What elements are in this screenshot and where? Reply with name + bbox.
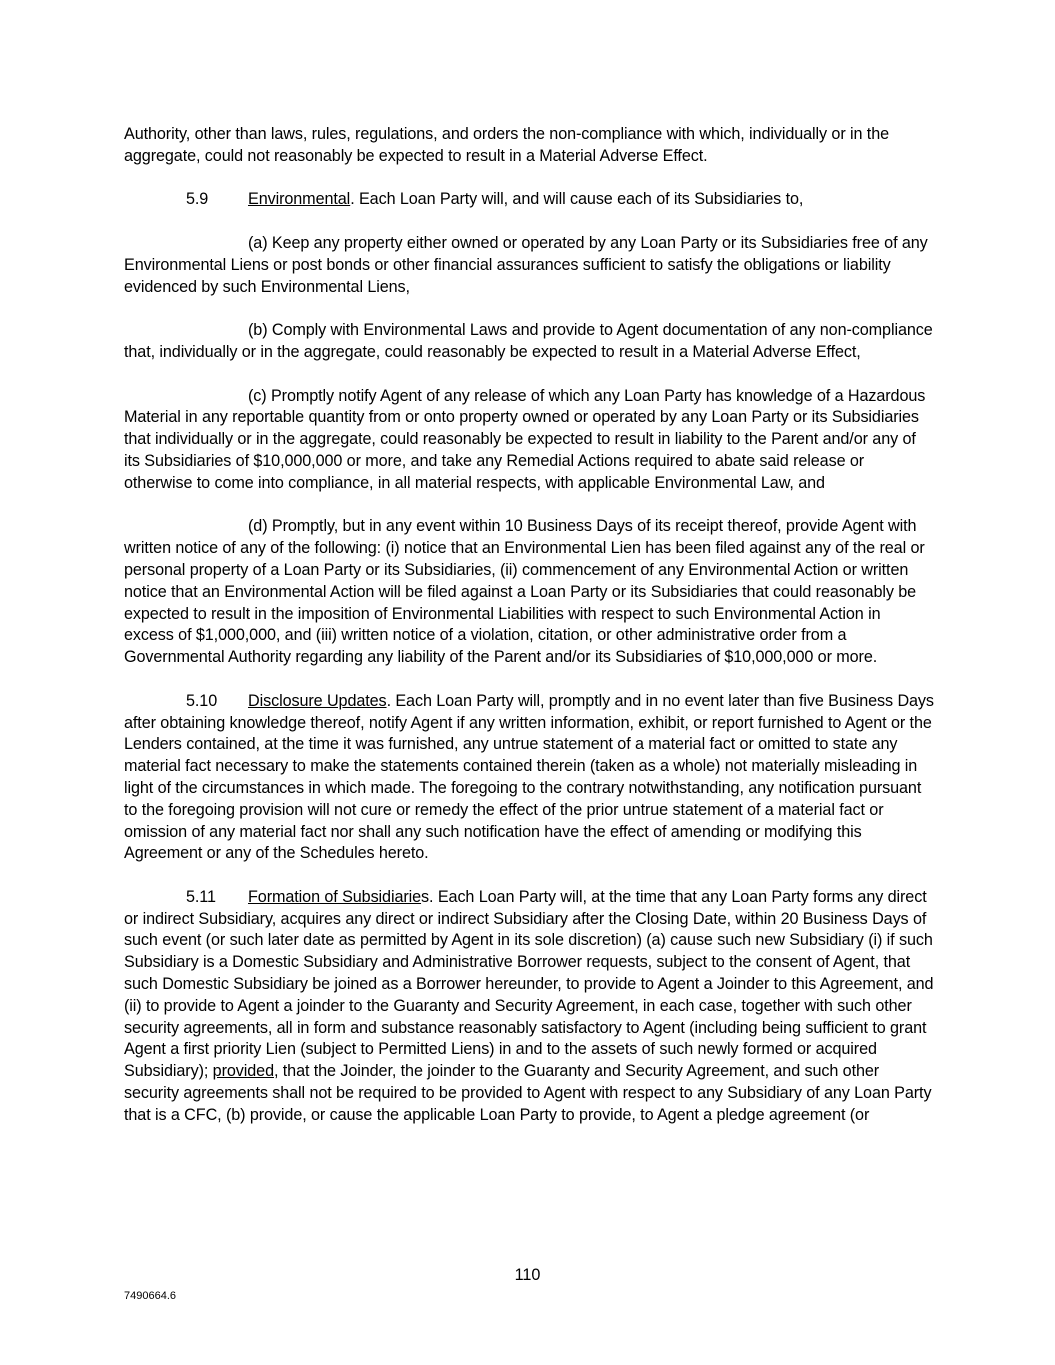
section-number: 5.10	[186, 691, 218, 710]
clause-c: (c) Promptly notify Agent of any release of which any Loan Party has knowledge of a Hazardous Material in any reportable quantity from or onto property owned or operated by any Loan Party or its Subsidiaries that individually or in the aggregate, could reasonably be expected to result in liability to the Parent and/or any of its Subsidiaries of $10,000,000 or more, and take any Remedial Actions required to abate said release or otherwise to come into compliance, in all material respects, with applicable Environmental Law, and	[124, 386, 926, 492]
section-5-11-paragraph	[124, 887, 934, 1127]
section-number: 5.9	[186, 190, 209, 209]
section-body-text: . Each Loan Party will, at the time that any Loan Party forms any direct or indirect Subsidiary, acquires any direct or indirect Subsidiary after the Closing Date, within 20 Business Days of such event (or such later date as permitted by Agent in its sole discretion) (a) cause such new Subsidiary (i) if such Subsidiary is a Domestic Subsidiary and Administrative Borrower requests, subject to the consent of Agent, that such Domestic Subsidiary be joined as a Borrower hereunder, to provide to Agent a Joinder to this Agreement, and (ii) to provide to Agent a joinder to the Guaranty and Security Agreement, in each case, together with such other security agreements, all in form and substance reasonably satisfactory to Agent (including being sufficient to grant Agent a first priority Lien (subject to Permitted Liens) in and to the assets of such newly formed or acquired Subsidiary);	[124, 887, 934, 1081]
section-heading: Environmental	[248, 190, 351, 209]
clause-d: (d) Promptly, but in any event within 10 Business Days of its receipt thereof, provide Agent with written notice of any of the following: (i) notice that an Environmental Lien has been filed against any of the real or personal property of a Loan Party or its Subsidiaries, (ii) commencement of any Environmental Action or written notice that an Environmental Action will be filed against a Loan Party or its Subsidiaries that could reasonably be expected to result in the imposition of Environmental Liabilities with respect to such Environmental Action in excess of $1,000,000, and (iii) written notice of a violation, citation, or other administrative order from a Governmental Authority regarding any liability of the Parent and/or its Subsidiaries of $10,000,000 or more.	[124, 517, 925, 667]
section-5-10-paragraph	[124, 691, 934, 865]
document-id: 7490664.6	[124, 1290, 176, 1302]
clause-a: (a) Keep any property either owned or operated by any Loan Party or its Subsidiaries free of any Environmental Liens or post bonds or other financial assurances sufficient to satisfy the obligations or liability evidenced by such Environmental Liens,	[124, 233, 928, 296]
intro-paragraph: Authority, other than laws, rules, regulations, and orders the non-compliance with which, individually or in the aggregate, could not reasonably be expected to result in a Material Adverse Effect.	[124, 125, 890, 165]
section-body-tail: , that the Joinder, the joinder to the Guaranty and Security Agreement, and such other security agreements shall not be required to be provided to Agent with respect to any Subsidiary of any Loan Party that is a CFC, (b) provide, or cause the applicable Loan Party to provide, to Agent a pledge agreement (or	[124, 1062, 932, 1124]
section-body-text: . Each Loan Party will, promptly and in no event later than five Business Days after obtaining knowledge thereof, notify Agent if any written information, exhibit, or report furnished to Agent or the Lenders contained, at the time it was furnished, any untrue statement of a material fact or omitted to state any material fact necessary to make the statements contained therein (taken as a whole) not materially misleading in light of the circumstances in which made. The foregoing to the contrary notwithstanding, any notification pursuant to the foregoing provision will not cure or remedy the effect of the prior untrue statement of a material fact or omission of any material fact nor shall any such notification have the effect of amending or modifying this Agreement or any of the Schedules hereto.	[124, 691, 934, 863]
proviso-term: provided	[212, 1062, 274, 1081]
section-number: 5.11	[186, 887, 216, 906]
section-5-9-heading-paragraph	[124, 189, 934, 211]
document-page	[124, 124, 934, 1127]
section-heading-tail: s	[421, 887, 430, 906]
section-heading: Formation of Subsidiarie	[248, 887, 422, 906]
clause-b: (b) Comply with Environmental Laws and provide to Agent documentation of any non-compliance that, individually or in the aggregate, could reasonably be expected to result in a Material Adverse Effect,	[124, 321, 933, 361]
section-heading: Disclosure Updates	[248, 691, 387, 710]
section-lead-text: . Each Loan Party will, and will cause each of its Subsidiaries to,	[350, 190, 804, 209]
page-number: 110	[514, 1266, 541, 1284]
